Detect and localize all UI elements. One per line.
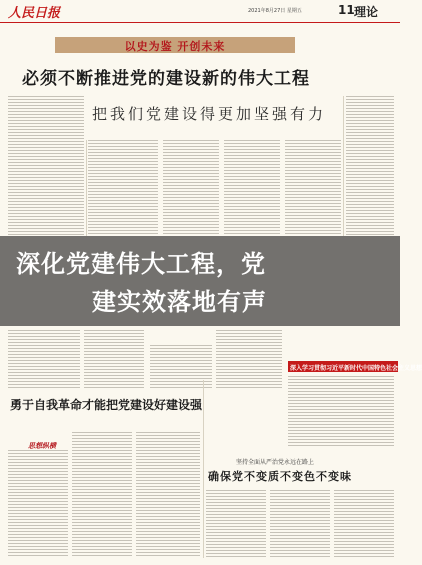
article-text-block xyxy=(88,140,158,236)
page-number: 11 xyxy=(338,3,355,17)
main-subheadline: 把我们党建设得更加坚强有力 xyxy=(92,105,327,123)
column-rule xyxy=(203,380,204,558)
main-headline: 必须不断推进党的建设新的伟大工程 xyxy=(22,69,310,89)
newspaper-logo: 人民日报 xyxy=(8,6,61,21)
overlay-title-line-1: 深化党建伟大工程，党 xyxy=(16,250,266,278)
column-banner xyxy=(55,37,295,53)
masthead xyxy=(0,0,400,23)
article-text-block xyxy=(288,376,394,448)
article-text-block xyxy=(72,432,132,558)
article-text-block xyxy=(8,96,84,236)
article-3-kicker: 坚持全面从严治党永远在路上 xyxy=(236,459,315,466)
article-text-block xyxy=(136,432,200,558)
article-text-block xyxy=(84,330,144,388)
article-text-block xyxy=(216,330,282,388)
article-text-block xyxy=(285,140,341,236)
article-text-block xyxy=(8,450,68,558)
column-banner-text: 以史为鉴 开创未来 xyxy=(124,40,226,53)
article-text-block xyxy=(224,140,280,236)
article-text-block xyxy=(206,490,266,558)
page-section-name: 理论 xyxy=(354,5,379,19)
side-column-banner-text: 深入学习贯彻习近平新时代中国特色社会主义思想 xyxy=(290,365,422,372)
article-2-headline: 勇于自我革命才能把党建设好建设强 xyxy=(10,398,203,412)
article-text-block xyxy=(8,330,80,388)
overlay-title-line-2: 建实效落地有声 xyxy=(92,288,267,316)
column-rule xyxy=(86,140,87,236)
article-text-block xyxy=(346,96,394,236)
article-text-block xyxy=(270,490,330,558)
side-column-banner xyxy=(288,361,422,372)
article-text-block xyxy=(163,140,219,236)
article-3-headline: 确保党不变质不变色不变味 xyxy=(208,470,352,483)
article-text-block xyxy=(334,490,394,558)
column-badge xyxy=(28,433,66,450)
dateline: 2021年8月27日 星期五 xyxy=(248,8,302,14)
column-rule xyxy=(343,96,344,236)
column-badge-text: 思想纵横 xyxy=(28,442,56,450)
